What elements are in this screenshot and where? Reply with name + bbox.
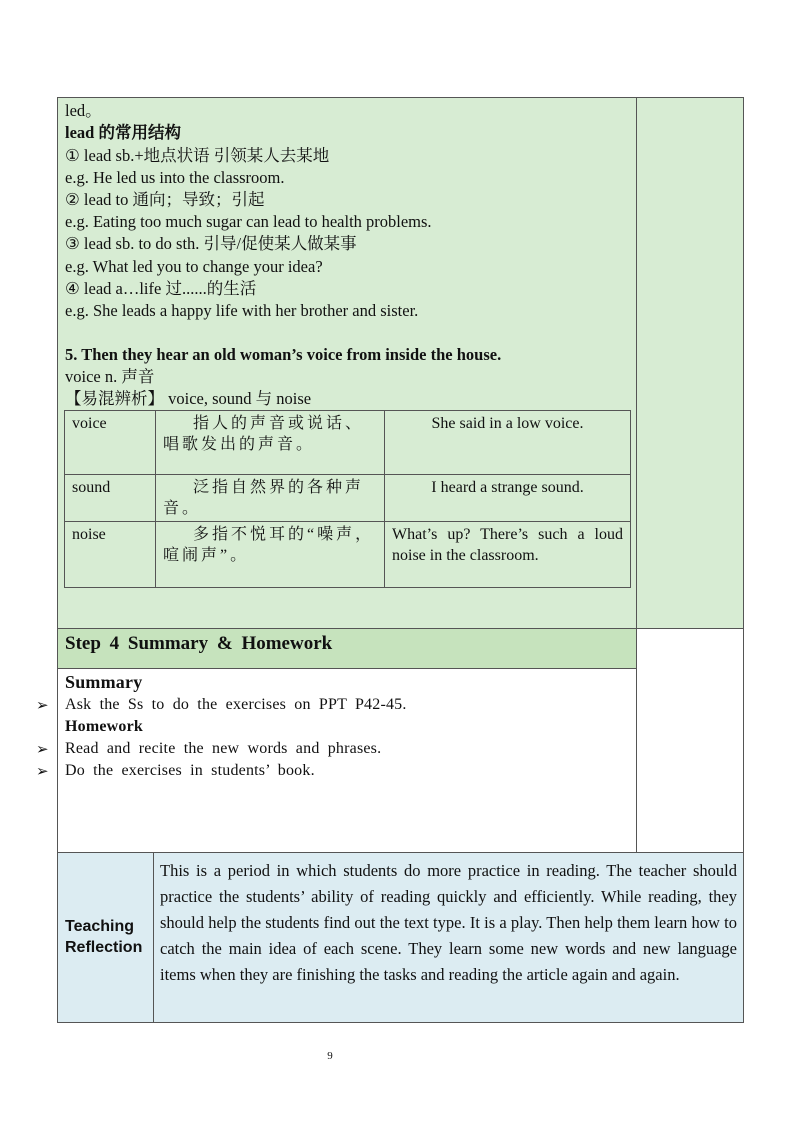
voice-word-line: voice n. 声音: [65, 367, 155, 386]
arrowhead-bullet-icon: ➢: [36, 740, 49, 758]
table-row: [65, 411, 631, 475]
voice-heading: 5. Then they hear an old woman’s voice from inside the house.: [65, 345, 502, 364]
meaning-cell: 泛指自然界的各种声音。: [156, 475, 385, 522]
example-cell: She said in a low voice.: [385, 411, 631, 475]
word-comparison-table: [64, 410, 631, 588]
word-cell: sound: [65, 475, 156, 522]
meaning-cell: 指人的声音或说话、唱歌发出的声音。: [156, 411, 385, 475]
arrowhead-bullet-icon: ➢: [36, 762, 49, 780]
homework-item-2: Do the exercises in students’ book.: [65, 762, 315, 779]
lead-heading: lead 的常用结构: [65, 123, 181, 142]
summary-item: Ask the Ss to do the exercises on PPT P42-45.: [65, 696, 407, 713]
reflection-text: This is a period in which students do more practice in reading. The teacher should practice the students’ ability of reading quickly and efficiently. While reading, they should help the students find out the text type. It is a play. Then help them learn how to catch the main idea of each scene. They learn some new words and new language items when they are finishing the tasks and reading the article again and again.: [160, 861, 737, 984]
homework-item-1: Read and recite the new words and phrases.: [65, 740, 382, 757]
arrowhead-bullet-icon: ➢: [36, 696, 49, 714]
lead-example-2: e.g. Eating too much sugar can lead to health problems.: [65, 212, 432, 231]
meaning-cell: 多指不悦耳的“噪声，喧闹声”。: [156, 522, 385, 588]
lead-structure-1: ① lead sb.+地点状语 引领某人去某地: [65, 146, 330, 165]
compare-line: 【易混辨析】 voice, sound 与 noise: [65, 389, 312, 408]
lead-example-4: e.g. She leads a happy life with her brother and sister.: [65, 301, 419, 320]
step-title: Step 4 Summary & Homework: [65, 633, 333, 654]
page-number: 9: [327, 1050, 333, 1062]
homework-heading: Homework: [65, 718, 144, 735]
table-row: [65, 522, 631, 588]
example-cell: What’s up? There’s such a loud noise in the classroom.: [385, 522, 631, 588]
word-cell: voice: [65, 411, 156, 475]
word-cell: noise: [65, 522, 156, 588]
table-row: [65, 475, 631, 522]
notes-column-cell: [636, 97, 744, 629]
lead-structure-2: ② lead to 通向；导致；引起: [65, 190, 265, 209]
summary-heading: Summary: [65, 672, 143, 692]
example-cell: I heard a strange sound.: [385, 475, 631, 522]
lead-structure-4: ④ lead a…life 过......的生活: [65, 279, 257, 298]
continued-text: led。: [65, 101, 102, 120]
reflection-label: Teaching Reflection: [65, 918, 143, 956]
notes-column-cell-2: [636, 628, 744, 853]
lead-structure-3: ③ lead sb. to do sth. 引导/促使某人做某事: [65, 234, 357, 253]
lead-example-3: e.g. What led you to change your idea?: [65, 257, 323, 276]
lead-example-1: e.g. He led us into the classroom.: [65, 168, 285, 187]
